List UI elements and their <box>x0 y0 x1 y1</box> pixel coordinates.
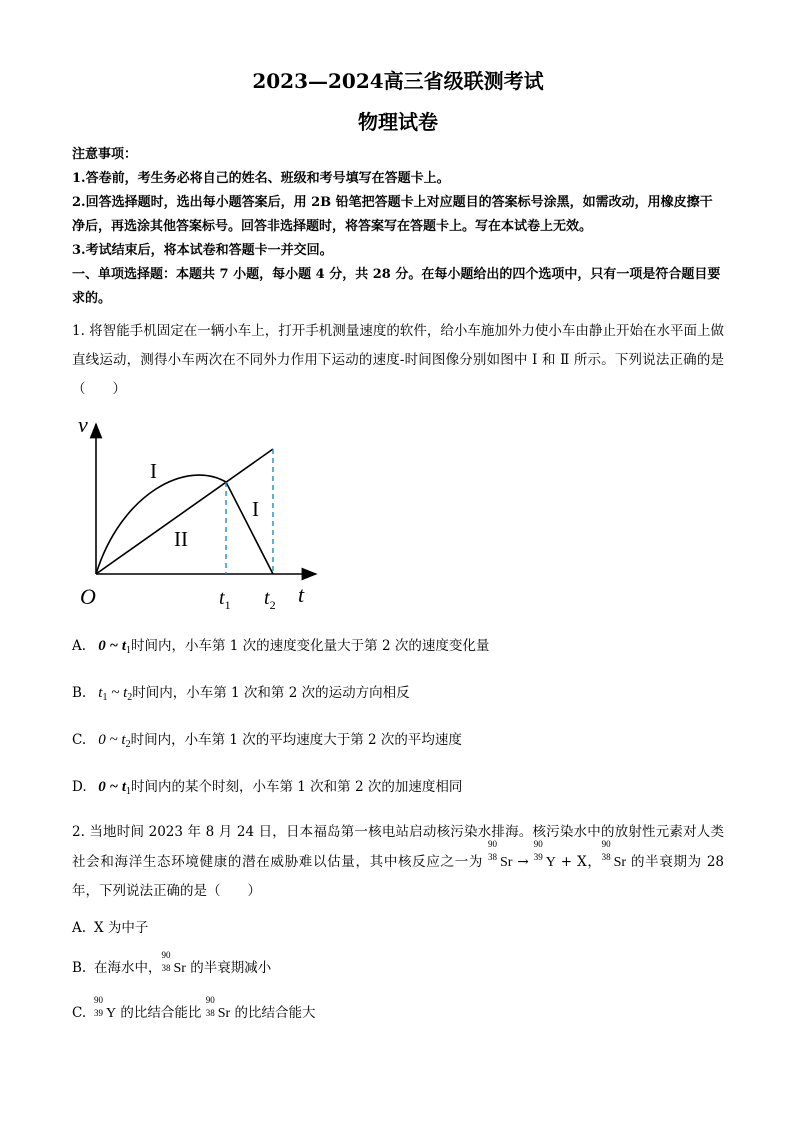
option-letter: A. <box>72 638 87 654</box>
option-letter: D. <box>72 779 87 795</box>
notes-block <box>72 143 724 263</box>
option-letter: B. <box>72 960 87 976</box>
curve-I-descent <box>226 482 273 574</box>
option-letter: C. <box>72 732 87 748</box>
sr-nuclide: 90 38 Sr <box>601 839 627 870</box>
exam-subject: 物理试卷 <box>358 110 438 134</box>
question-2-stem: 2. 当地时间 2023 年 8 月 24 日，日本福岛第一核电站启动核污染水排海。核污染水中的放射性元素对人类社会和海洋生态环境健康的潜在威胁难以估量，其中核反应之一为 90 38 Sr → 90 39 Y + X， 90 38 Sr 的半衰期为 28 年，下列说法正确的是（ ） <box>72 824 724 899</box>
option-a[interactable] <box>72 918 724 938</box>
option-text: 时间内，小车第 1 次的速度变化量大于第 2 次的速度变化量 <box>131 638 490 654</box>
option-d[interactable] <box>72 777 724 802</box>
line-II <box>96 449 273 574</box>
y-nuclide: 90 39 Y <box>533 839 556 870</box>
option-text: 时间内，小车第 1 次的平均速度大于第 2 次的平均速度 <box>130 732 462 748</box>
notes-heading: 注意事项： <box>72 147 138 162</box>
exam-title: 2023—2024高三省级联测考试 <box>252 69 544 93</box>
origin-label: O <box>80 584 96 609</box>
option-range: 0 ~ $t_2$ <box>98 732 131 750</box>
option-text: 时间内，小车第 1 次和第 2 次的运动方向相反 <box>132 685 410 701</box>
reaction-arrow: → <box>512 854 534 870</box>
exam-page <box>72 64 724 1024</box>
curve-I-label-right: I <box>252 497 259 521</box>
y-axis-label: v <box>78 414 88 437</box>
option-text: X 为中子 <box>94 920 149 936</box>
question-1-options <box>72 636 724 802</box>
option-b[interactable] <box>72 683 724 708</box>
notes-item: 3.考试结束后，将本试卷和答题卡一并交回。 <box>72 243 333 258</box>
x-axis-label: t <box>298 582 305 607</box>
question-2-options <box>72 918 724 1024</box>
option-c[interactable] <box>72 730 724 755</box>
notes-item: 1.答卷前，考生务必将自己的姓名、班级和考号填写在答题卡上。 <box>72 171 450 186</box>
section-heading: 一、单项选择题：本题共 7 小题，每小题 4 分，共 28 分。在每小题给出的四个选项中，只有一项是符合题目要求的。 <box>72 267 721 306</box>
line-II-label: II <box>174 527 188 551</box>
option-letter: A. <box>72 920 87 936</box>
sr-nuclide: 90 38 Sr <box>205 995 231 1021</box>
curve-I <box>96 475 226 574</box>
question-1-stem: 1. 将智能手机固定在一辆小车上，打开手机测量速度的软件，给小车施加外力使小车由静止开始在水平面上做直线运动，测得小车两次在不同外力作用下运动的速度-时间图像分别如图中 Ⅰ 和 Ⅱ 所示。下列说法正确的是（ ） <box>72 323 724 397</box>
option-a[interactable] <box>72 636 724 661</box>
option-b[interactable]: B. 在海水中， 90 38 Sr 的半衰期减小 <box>72 958 724 979</box>
option-c[interactable]: C. 90 39 Y 的比结合能比 90 38 Sr 的比结合能大 <box>72 1003 724 1024</box>
t2-label: $t_2$ <box>264 587 276 612</box>
sr-nuclide: 90 38 Sr <box>161 950 186 976</box>
option-text: 时间内的某个时刻，小车第 1 次和第 2 次的加速度相同 <box>131 779 463 795</box>
option-range: 0 ~ $t_1$ <box>98 638 132 656</box>
t1-label: $t_1$ <box>219 587 231 612</box>
sr-nuclide: 90 38 Sr <box>488 839 513 870</box>
notes-item: 2.回答选择题时，选出每小题答案后，用 2B 铅笔把答题卡上对应题目的答案标号涂黑，如需改动，用橡皮擦干净后，再选涂其他答案标号。回答非选择题时，将答案写在答题卡上。写在本试卷上无效。 <box>72 195 713 234</box>
option-letter: B. <box>72 685 87 701</box>
y-nuclide: 90 39 Y <box>94 995 117 1021</box>
option-range: 0 ~ $t_1$ <box>98 779 132 797</box>
curve-I-label: I <box>150 459 157 483</box>
velocity-time-graph <box>76 414 336 614</box>
option-range: $t_1$ ~ $t_2$ <box>98 685 133 703</box>
option-letter: C. <box>72 1005 87 1021</box>
